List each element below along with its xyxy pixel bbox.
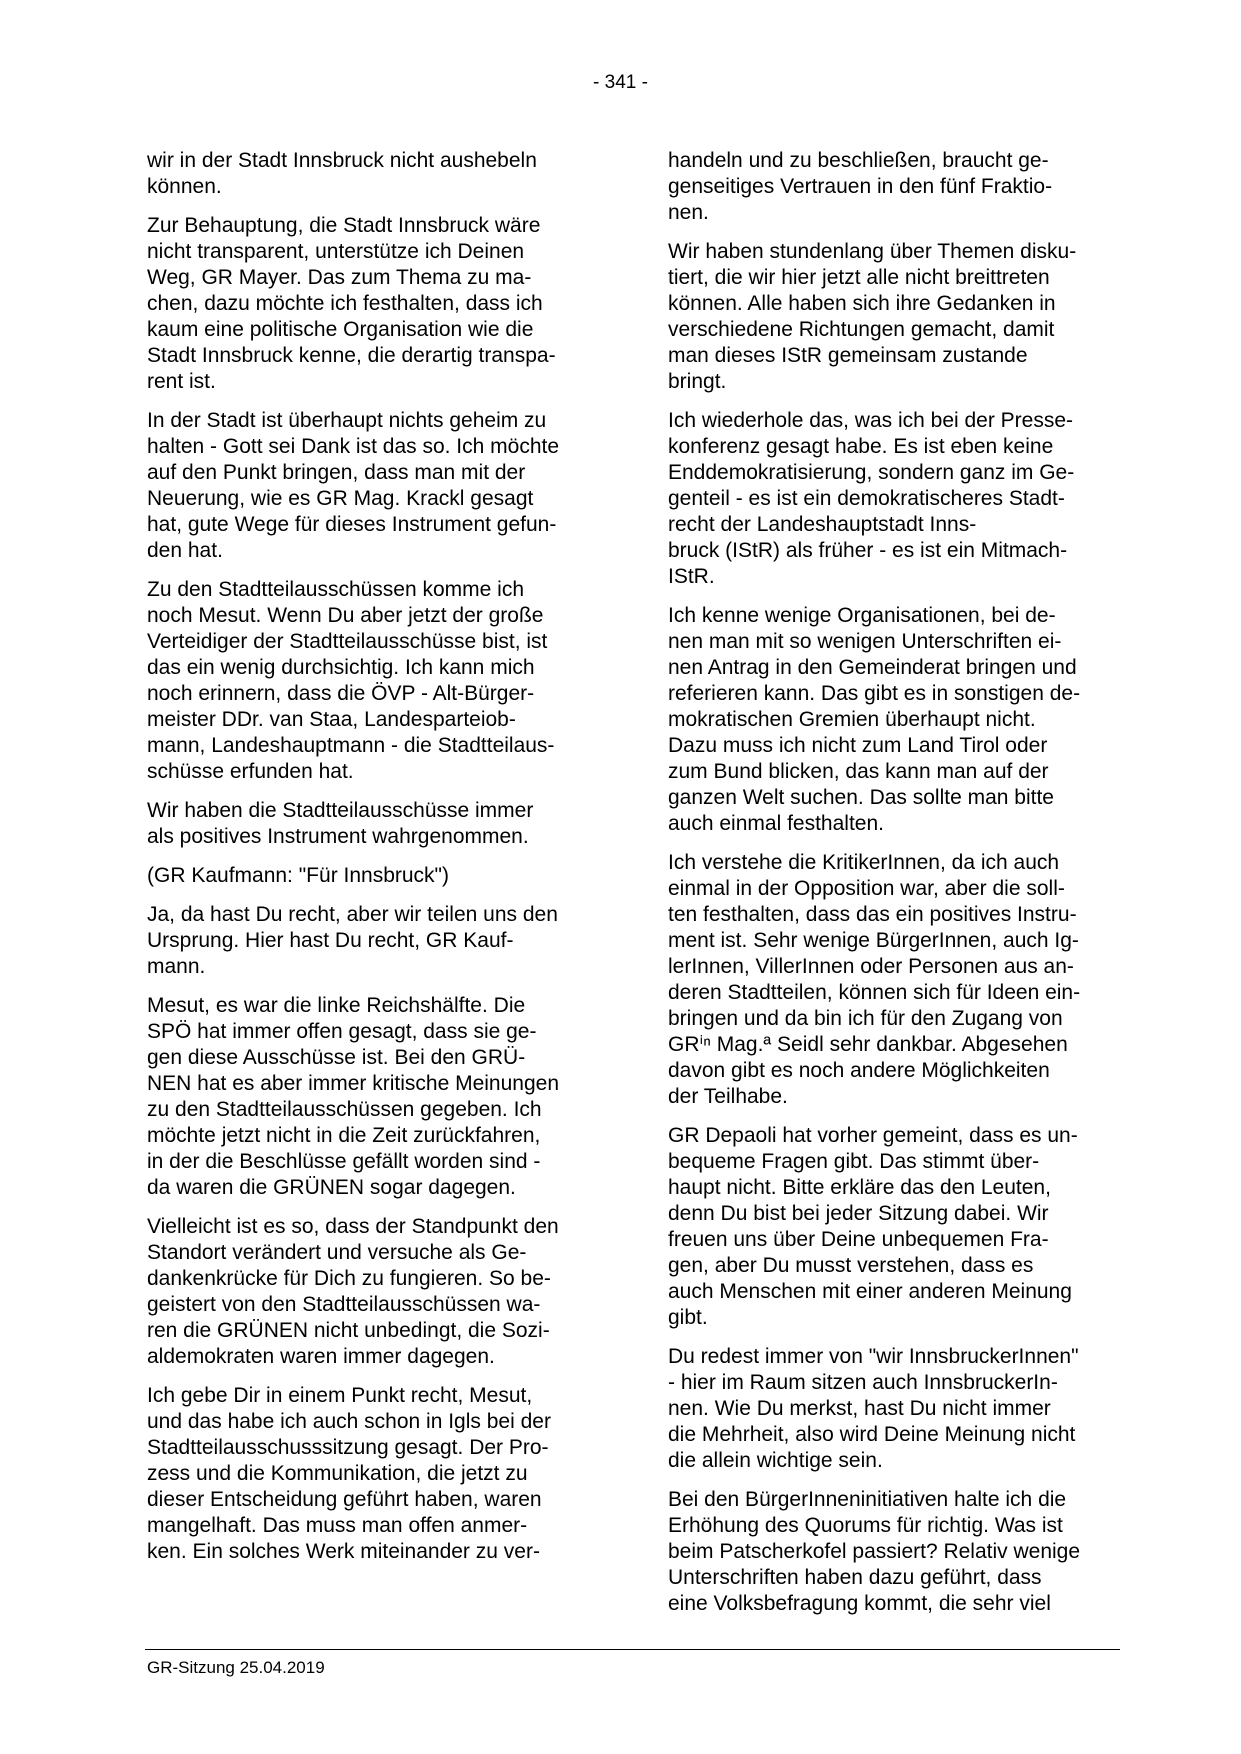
footer-session-date: GR-Sitzung 25.04.2019 — [147, 1658, 325, 1677]
paragraph: GR Depaoli hat vorher gemeint, dass es un- bequeme Fragen gibt. Das stimmt über- haupt nicht. Bitte erkläre das den Leuten, denn Du bist bei jeder Sitzung dabei. Wir freuen uns über Deine unbequemen Fra- gen, aber Du musst verstehen, dass es auch Menschen mit einer anderen Meinung gibt. — [668, 1124, 1078, 1329]
paragraph: Ich gebe Dir in einem Punkt recht, Mesut, und das habe ich auch schon in Igls bei der Stadtteilausschusssitzung gesagt. Der Pro- zess und die Kommunikation, die jetzt zu dieser Entscheidung geführt haben, waren mangelhaft. Das muss man offen anmer- ken. Ein solches Werk miteinander zu ver- — [147, 1384, 551, 1563]
paragraph: Du redest immer von "wir InnsbruckerInnen" - hier im Raum sitzen auch InnsbruckerIn- nen. Wie Du merkst, hast Du nicht immer die Mehrheit, also wird Deine Meinung nicht die allein wichtige sein. — [668, 1345, 1079, 1472]
page-number: - 341 - — [593, 72, 648, 93]
paragraph: Zur Behauptung, die Stadt Innsbruck wäre nicht transparent, unterstütze ich Deinen Weg, GR Mayer. Das zum Thema zu ma- chen, dazu möchte ich festhalten, dass ich kaum eine politische Organisation wie die Stadt Innsbruck kenne, die derartig transpa- rent ist. — [147, 214, 556, 393]
paragraph: Wir haben stundenlang über Themen disku- tiert, die wir hier jetzt alle nicht breittreten können. Alle haben sich ihre Gedanken in verschiedene Richtungen gemacht, damit man dieses IStR gemeinsam zustande bringt. — [668, 240, 1077, 393]
right-column — [668, 148, 1118, 1630]
paragraph: (GR Kaufmann: "Für Innsbruck") — [147, 864, 450, 887]
paragraph: Mesut, es war die linke Reichshälfte. Die SPÖ hat immer offen gesagt, dass sie ge- gen diese Ausschüsse ist. Bei den GRÜ- NEN hat es aber immer kritische Meinungen zu den Stadtteilausschüssen gegeben. Ich möchte jetzt nicht in die Zeit zurückfahren, in der die Beschlüsse gefällt worden sind - da waren die GRÜNEN sogar dagegen. — [147, 994, 560, 1199]
paragraph: wir in der Stadt Innsbruck nicht aushebeln können. — [147, 149, 537, 198]
paragraph: Zu den Stadtteilausschüssen komme ich noch Mesut. Wenn Du aber jetzt der große Verteidiger der Stadtteilausschüsse bist, ist das ein wenig durchsichtig. Ich kann mich noch erinnern, dass die ÖVP - Alt-Bürger- meister DDr. van Staa, Landesparteiob- mann, Landeshauptmann - die Stadtteilaus- schüsse erfunden hat. — [147, 578, 555, 783]
paragraph: Ich kenne wenige Organisationen, bei de- nen man mit so wenigen Unterschriften ei- nen Antrag in den Gemeinderat bringen und referieren kann. Das gibt es in sonstigen de- mokratischen Gremien überhaupt nicht. Dazu muss ich nicht zum Land Tirol oder zum Bund blicken, das kann man auf der ganzen Welt suchen. Das sollte man bitte auch einmal festhalten. — [668, 604, 1081, 835]
paragraph: Bei den BürgerInneninitiativen halte ich die Erhöhung des Quorums für richtig. Was ist beim Patscherkofel passiert? Relativ wenige Unterschriften haben dazu geführt, dass eine Volksbefragung kommt, die sehr viel — [668, 1488, 1081, 1615]
paragraph: Vielleicht ist es so, dass der Standpunkt den Standort verändert und versuche als Ge- dankenkrücke für Dich zu fungieren. So be- geistert von den Stadtteilausschüssen wa- ren die GRÜNEN nicht unbedingt, die Sozi- aldemokraten waren immer dagegen. — [147, 1215, 559, 1368]
paragraph: Wir haben die Stadtteilausschüsse immer als positives Instrument wahrgenommen. — [147, 799, 534, 848]
paragraph: Ich wiederhole das, was ich bei der Presse- konferenz gesagt habe. Es ist eben keine Enddemokratisierung, sondern ganz im Ge- genteil - es ist ein demokratischeres Stadt- recht der Landeshauptstadt Inns- bruck (IStR) als früher - es ist ein Mitmach- IStR. — [668, 409, 1075, 588]
paragraph: handeln und zu beschließen, braucht ge- genseitiges Vertrauen in den fünf Fraktio- nen. — [668, 149, 1053, 224]
left-column — [147, 148, 602, 1578]
paragraph: Ich verstehe die KritikerInnen, da ich auch einmal in der Opposition war, aber die soll- ten festhalten, dass das ein positives Instru- ment ist. Sehr wenige BürgerInnen, auch Ig- lerInnen, VillerInnen oder Personen aus an- deren Stadtteilen, können sich für Ideen ein- bringen und da bin ich für den Zugang von GRⁱⁿ Mag.ª Seidl sehr dankbar. Abgesehen davon gibt es noch andere Möglichkeiten der Teilhabe. — [668, 851, 1081, 1108]
footer-divider — [145, 1649, 1120, 1650]
paragraph: In der Stadt ist überhaupt nichts geheim zu halten - Gott sei Dank ist das so. Ich möchte auf den Punkt bringen, dass man mit der Neuerung, wie es GR Mag. Krackl gesagt hat, gute Wege für dieses Instrument gefun- den hat. — [147, 409, 560, 562]
paragraph: Ja, da hast Du recht, aber wir teilen uns den Ursprung. Hier hast Du recht, GR Kauf- mann. — [147, 903, 558, 978]
